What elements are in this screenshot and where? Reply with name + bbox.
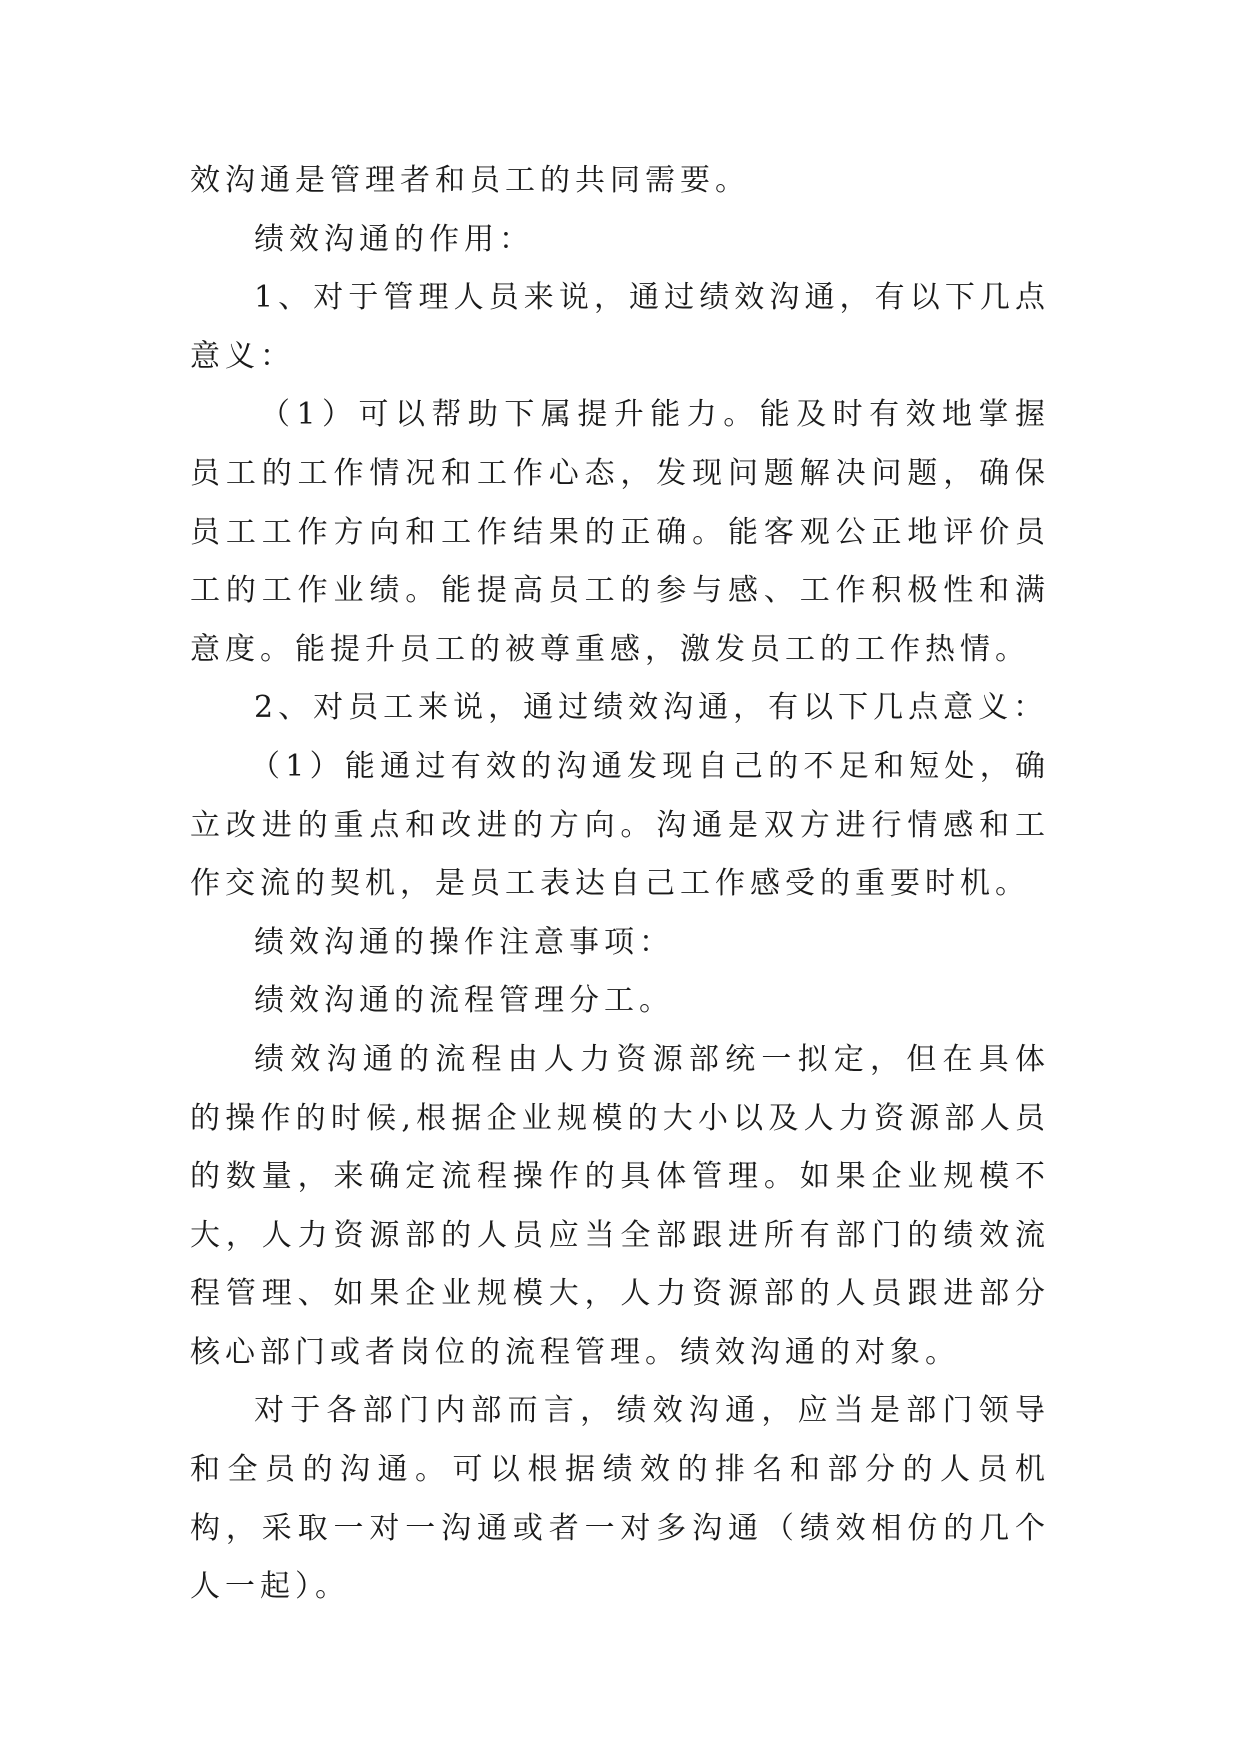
paragraph-continuation: 效沟通是管理者和员工的共同需要。 bbox=[190, 163, 750, 198]
paragraph-heading-division: 绩效沟通的流程管理分工。 bbox=[254, 983, 674, 1019]
paragraph-heading-notes: 绩效沟通的操作注意事项： bbox=[254, 924, 674, 960]
paragraph-point-1-managers: 1、对于管理人员来说，通过绩效沟通，有以下几点意义： bbox=[190, 280, 1050, 374]
paragraph-point-2-employees: 2、对员工来说，通过绩效沟通，有以下几点意义： bbox=[254, 690, 1049, 726]
paragraph-department-communication: 对于各部门内部而言，绩效沟通，应当是部门领导和全员的沟通。可以根据绩效的排名和部分的人员机构，采取一对一沟通或者一对多沟通（绩效相仿的几个人一起）。 bbox=[190, 1393, 1050, 1605]
document-body bbox=[190, 152, 1050, 1617]
paragraph-process-management: 绩效沟通的流程由人力资源部统一拟定，但在具体的操作的时候,根据企业规模的大小以及人力资源部人员的数量，来确定流程操作的具体管理。如果企业规模不大，人力资源部的人员应当全部跟进所有部门的绩效流程管理、如果企业规模大，人力资源部的人员跟进部分核心部门或者岗位的流程管理。绩效沟通的对象。 bbox=[190, 1041, 1050, 1370]
paragraph-subpoint-1-managers: （1）可以帮助下属提升能力。能及时有效地掌握员工的工作情况和工作心态，发现问题解决问题，确保员工工作方向和工作结果的正确。能客观公正地评价员工的工作业绩。能提高员工的参与感、工作积极性和满意度。能提升员工的被尊重感，激发员工的工作热情。 bbox=[190, 397, 1050, 667]
paragraph-heading-role: 绩效沟通的作用： bbox=[254, 221, 534, 257]
paragraph-subpoint-1-employees: （1）能通过有效的沟通发现自己的不足和短处，确立改进的重点和改进的方向。沟通是双方进行情感和工作交流的契机，是员工表达自己工作感受的重要时机。 bbox=[190, 748, 1050, 902]
